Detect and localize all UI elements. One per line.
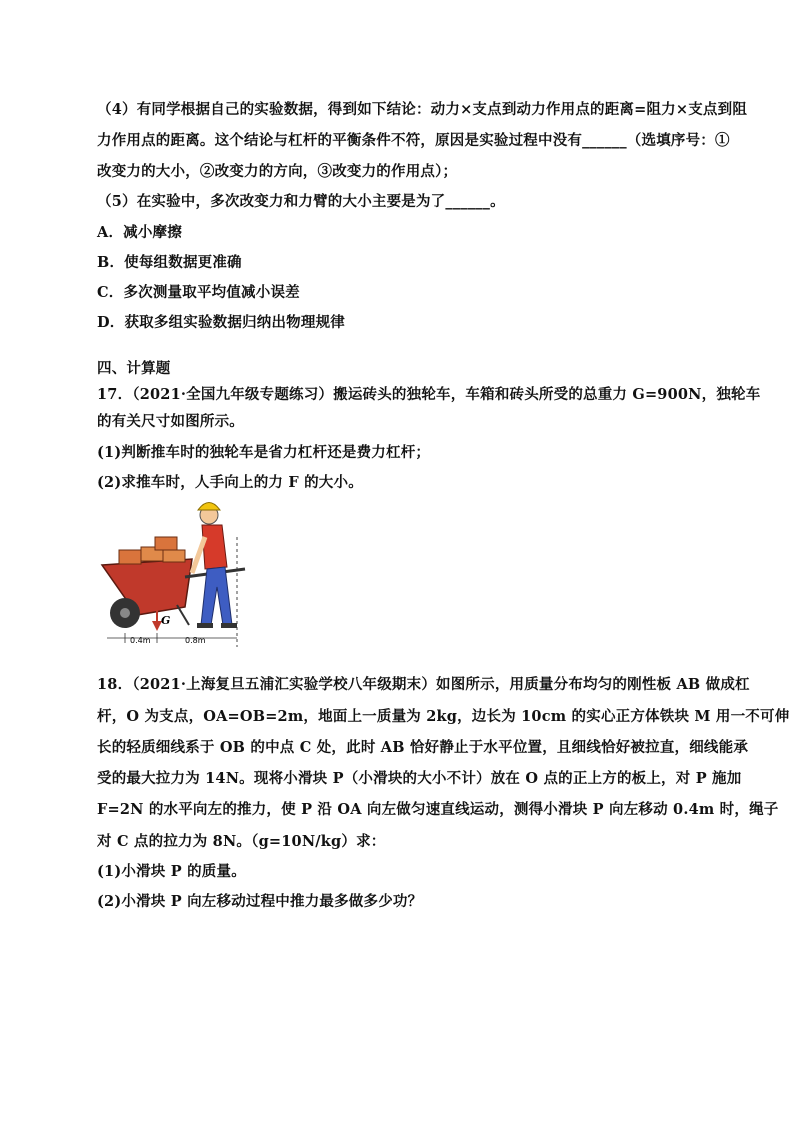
q18-line-6: 对 C 点的拉力为 8N。（g=10N/kg）求： (97, 833, 386, 850)
q18-line-2: 杆，O 为支点，OA=OB=2m，地面上一质量为 2kg，边长为 10cm 的实心正方体铁块 M 用一不可伸 (97, 708, 790, 725)
q16-line-4: （5）在实验中，多次改变力和力臂的大小主要是为了______。 (97, 193, 505, 210)
q16-option-b: B．使每组数据更准确 (97, 254, 242, 271)
gravity-label: G (161, 614, 171, 627)
q18-line-3: 长的轻质细线系于 OB 的中点 C 处，此时 AB 恰好静止于水平位置，且细线恰好被拉直，细线能承 (97, 739, 749, 756)
q18-part-2: (2)小滑块 P 向左移动过程中推力最多做多少功？ (97, 893, 423, 910)
q18-part-1: (1)小滑块 P 的质量。 (97, 863, 246, 880)
dimension-1: 0.4m (130, 636, 151, 645)
q17-part-2: (2)求推车时，人手向上的力 F 的大小。 (97, 474, 363, 491)
wheelbarrow-illustration (97, 497, 257, 647)
q18-line-5: F=2N 的水平向左的推力，使 P 沿 OA 向左做匀速直线运动，测得小滑块 P 向左移动 0.4m 时，绳子 (97, 801, 779, 818)
q17-line-2: 的有关尺寸如图所示。 (97, 413, 244, 430)
q18-line-4: 受的最大拉力为 14N。现将小滑块 P（小滑块的大小不计）放在 O 点的正上方的板上，对 P 施加 (97, 770, 742, 787)
q16-line-2: 力作用点的距离。这个结论与杠杆的平衡条件不符，原因是实验过程中没有______（选填序号：① (97, 132, 730, 149)
q17-part-1: (1)判断推车时的独轮车是省力杠杆还是费力杠杆； (97, 444, 431, 461)
q16-option-d: D．获取多组实验数据归纳出物理规律 (97, 314, 345, 331)
q17-line-1: 17．（2021·全国九年级专题练习）搬运砖头的独轮车，车箱和砖头所受的总重力 G=900N，独轮车 (97, 386, 761, 403)
q16-line-1: （4）有同学根据自己的实验数据，得到如下结论：动力×支点到动力作用点的距离=阻力×支点到阻 (97, 101, 748, 118)
q16-line-3: 改变力的大小，②改变力的方向，③改变力的作用点）； (97, 163, 458, 180)
q16-option-a: A．减小摩擦 (97, 224, 182, 241)
wheelbarrow-figure (97, 497, 257, 647)
dimension-2: 0.8m (185, 636, 206, 645)
section-title: 四、计算题 (97, 360, 171, 377)
q18-line-1: 18．（2021·上海复旦五浦汇实验学校八年级期末）如图所示，用质量分布均匀的刚性板 AB 做成杠 (97, 676, 750, 693)
q16-option-c: C．多次测量取平均值减小误差 (97, 284, 300, 301)
